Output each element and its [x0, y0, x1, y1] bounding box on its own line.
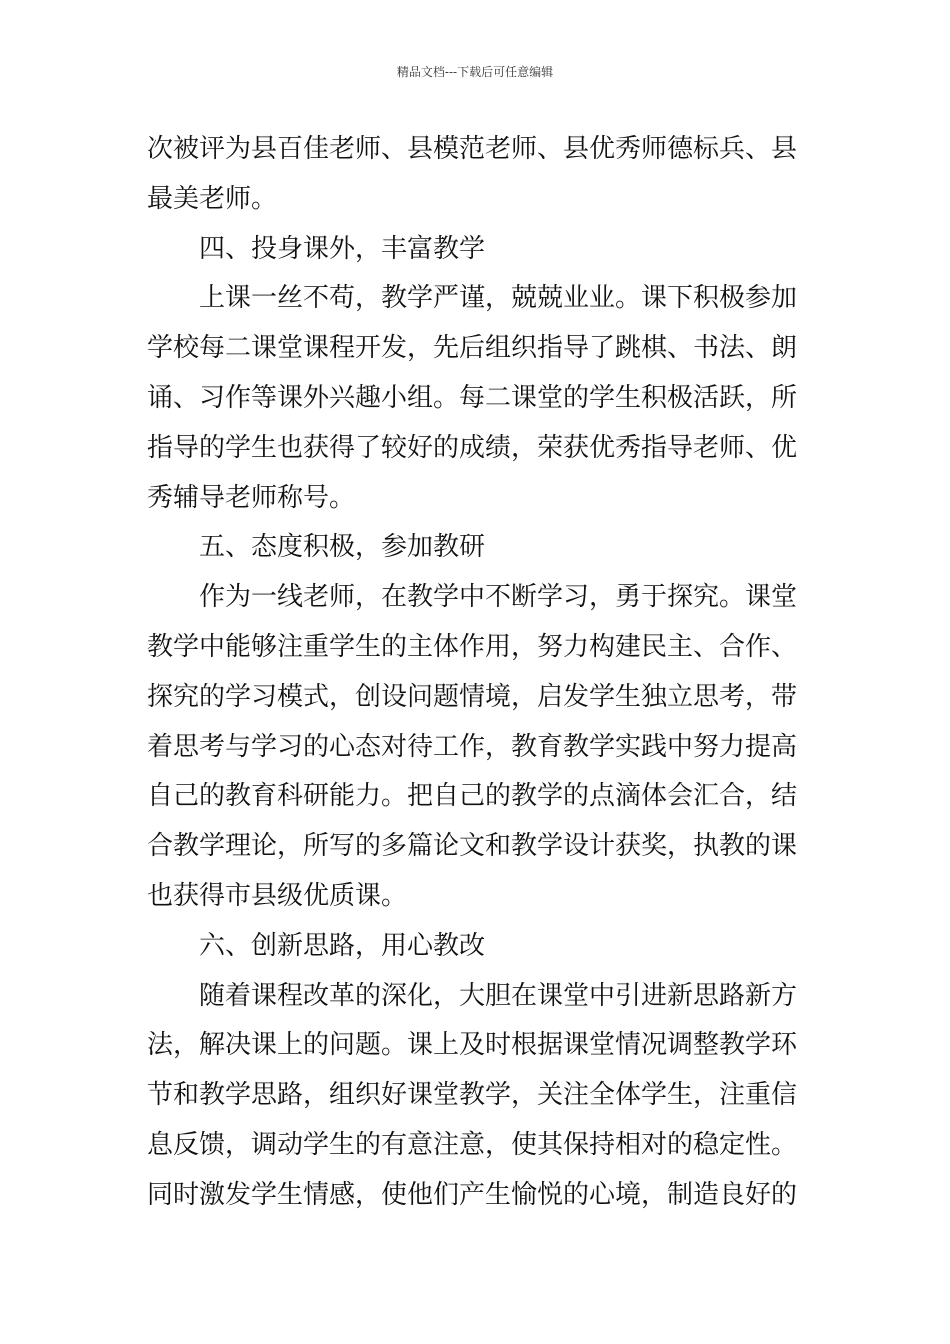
- text-line: 着思考与学习的心态对待工作，教育教学实践中努力提高: [147, 731, 798, 762]
- text-line: 教学中能够注重学生的主体作用，努力构建民主、合作、: [147, 631, 798, 662]
- section-heading: 六、创新思路，用心教改: [199, 930, 486, 961]
- text-line: 随着课程改革的深化，大胆在课堂中引进新思路新方: [199, 980, 798, 1011]
- text-line: 指导的学生也获得了较好的成绩，荣获优秀指导老师、优: [147, 432, 798, 463]
- text-line: 探究的学习模式，创设问题情境，启发学生独立思考，带: [147, 681, 798, 712]
- text-line: 秀辅导老师称号。: [147, 482, 356, 513]
- text-line: 法，解决课上的问题。课上及时根据课堂情况调整教学环: [147, 1030, 798, 1061]
- text-line: 上课一丝不苟，教学严谨，兢兢业业。课下积极参加: [199, 283, 798, 314]
- text-line: 次被评为县百佳老师、县模范老师、县优秀师德标兵、县: [147, 134, 798, 164]
- text-line: 诵、习作等课外兴趣小组。每二课堂的学生积极活跃，所: [147, 382, 798, 413]
- text-line: 最美老师。: [147, 183, 278, 214]
- text-line: 学校每二课堂课程开发，先后组织指导了跳棋、书法、朗: [147, 333, 798, 364]
- text-line: 自己的教育科研能力。把自己的教学的点滴体会汇合，结: [147, 781, 798, 812]
- section-heading: 四、投身课外，丰富教学: [199, 233, 486, 264]
- page-header: 精品文档---下载后可任意编辑: [396, 65, 554, 79]
- section-heading: 五、态度积极，参加教研: [199, 532, 486, 563]
- text-line: 作为一线老师，在教学中不断学习，勇于探究。课堂: [199, 582, 798, 613]
- text-line: 节和教学思路，组织好课堂教学，关注全体学生，注重信: [147, 1080, 798, 1111]
- text-line: 合教学理论，所写的多篇论文和教学设计获奖，执教的课: [147, 831, 798, 862]
- text-line: 也获得市县级优质课。: [147, 880, 408, 911]
- text-line: 同时激发学生情感，使他们产生愉悦的心境，制造良好的: [147, 1179, 798, 1210]
- document-body: [147, 125, 807, 1221]
- text-line: 息反馈，调动学生的有意注意，使其保持相对的稳定性。: [147, 1129, 798, 1160]
